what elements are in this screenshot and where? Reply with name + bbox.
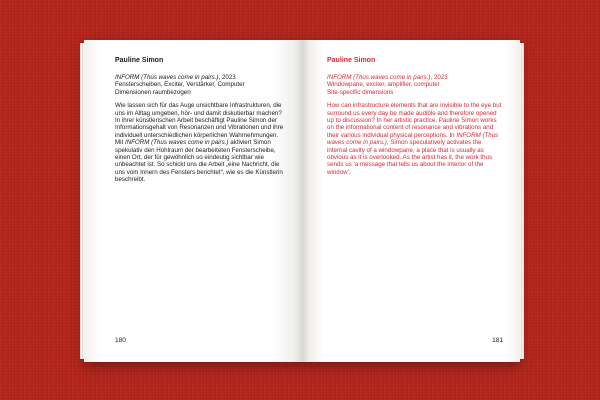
body-paragraph [115,102,287,183]
work-year: , 2023 [218,74,236,81]
work-year: , 2023 [430,74,448,81]
open-book [84,40,520,362]
body-text-italic-title: INFORM (Thus waves come in pairs.) [124,139,229,147]
work-title-italic: INFORM (Thus waves come in pairs.) [115,74,219,81]
page-number: 180 [115,337,126,344]
page-stack-right [520,43,524,359]
body-text-part2: aktiviert Simon spekulativ den Hohlraum der bearbeiteten Fensterscheibe, einen Ort, der für gewöhnlich so eindeutig sichtbar wie unbeachtet ist. So schickt uns die Arbeit „eine Nachricht, die uns vom Innern des Fensters berichtet“, wie es die Künstlerin beschreibt. [115,139,283,184]
work-title [327,74,503,81]
work-dimensions: Site-specific dimensions [327,88,394,96]
work-title [115,74,287,81]
body-text-italic-title: INFORM (Thus waves come in pairs.) [327,131,499,147]
book-gutter [294,40,310,362]
left-page-content [115,57,287,184]
work-title-italic: INFORM (Thus waves come in pairs.) [327,74,431,81]
artist-name: Pauline Simon [327,57,376,64]
artist-name: Pauline Simon [115,57,164,64]
body-text-part2: , Simon speculatively activates the internal cavity of a windowpane, a place that is usually as obvious as it is overlooked. As the artist has it, the work thus sends us ‘a message that tells us about the interior of the window’. [327,139,493,176]
left-page [84,40,302,362]
right-page-content [327,57,503,176]
page-number: 181 [492,337,503,344]
body-text-part1: Wie lassen sich für das Auge unsichtbare Infrastrukturen, die uns im Alltag umgeben, hör- und damit diskutierbar machen? In ihrer künstlerischen Arbeit beschäftigt Pauline Simon der Informationsgehalt von Resonanzen und Vibrationen und ihre individuell unterschiedlichen körperlichen Wahrnehmungen. Mit [115,102,284,147]
work-materials: Fensterscheiben, Exciter, Verstärker, Computer [115,81,245,89]
work-dimensions: Dimensionen raumbezogen [115,88,191,96]
work-materials: Windowpane, exciter, amplifier, computer [327,81,440,89]
right-page [302,40,520,362]
body-paragraph [327,102,503,176]
body-text-part1: How can infrastructure elements that are invisible to the eye but surround us every day be made audible and therefore opened up to discussion? In her artistic practice, Pauline Simon works on the informational content of resonance and vibrations and their various individual physical perceptions. In [327,102,502,139]
